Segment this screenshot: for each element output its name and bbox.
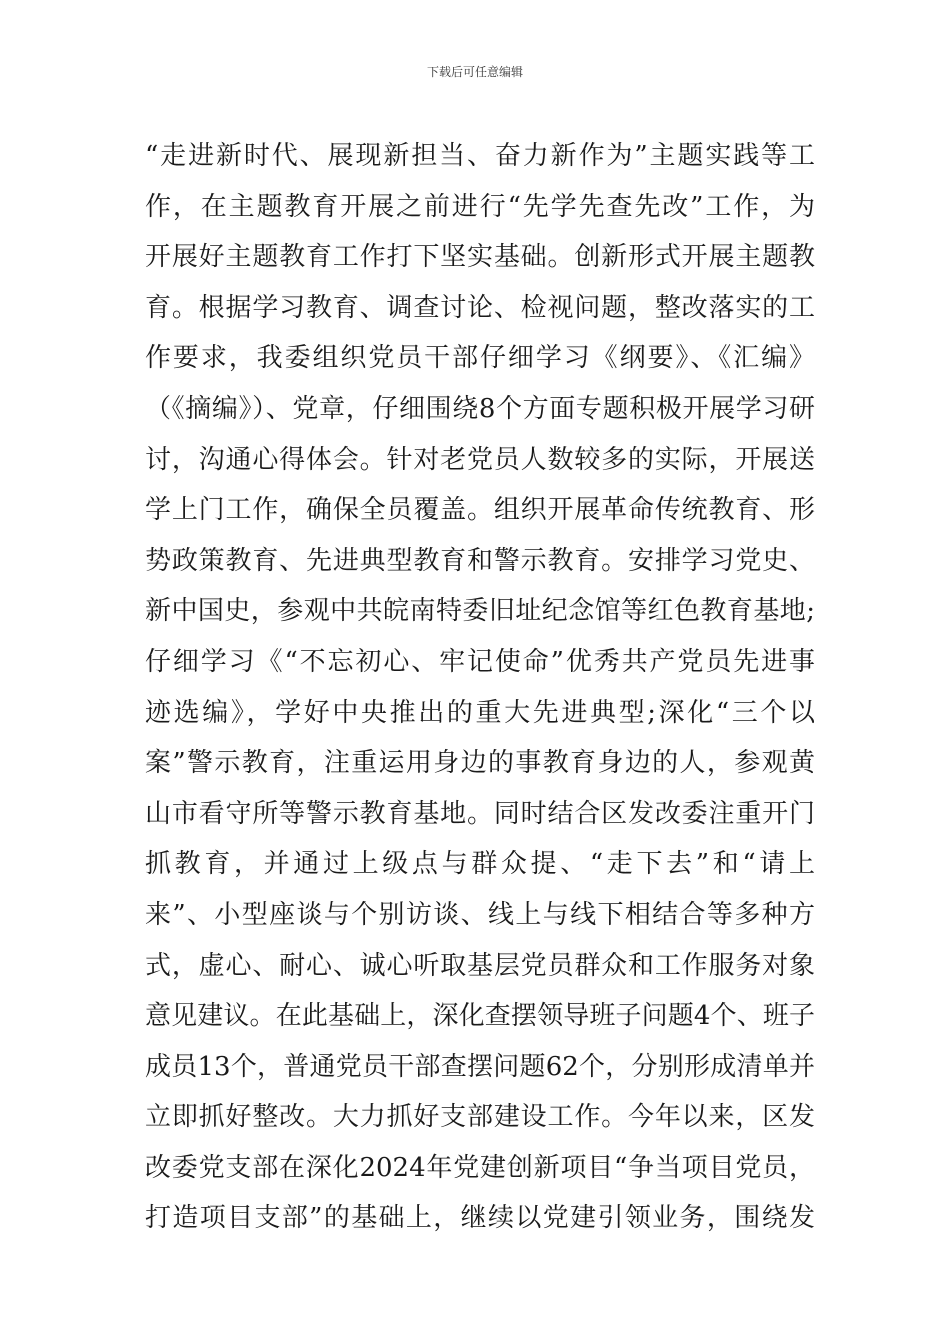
text-line: 案”警示教育，注重运用身边的事教育身边的人，参观黄 [145, 748, 815, 779]
text-line: 新中国史，参观中共皖南特委旧址纪念馆等红色教育基地; [145, 596, 815, 627]
text-line: 立即抓好整改。大力抓好支部建设工作。今年以来，区发 [145, 1102, 815, 1133]
text-line: 作要求，我委组织党员干部仔细学习《纲要》、《汇编》 [145, 343, 815, 374]
text-line: 来”、小型座谈与个别访谈、线上与线下相结合等多种方 [145, 899, 815, 930]
text-line: 迹选编》，学好中央推出的重大先进典型;深化“三个以 [145, 697, 815, 728]
page-header: 下载后可任意编辑 [426, 65, 523, 79]
text-line: 成员13个，普通党员干部查摆问题62个，分别形成清单并 [145, 1051, 815, 1082]
document-body [145, 131, 815, 1244]
text-line: 改委党支部在深化2024年党建创新项目“争当项目党员， [145, 1152, 815, 1183]
text-line: 学上门工作，确保全员覆盖。组织开展革命传统教育、形 [145, 495, 815, 526]
text-line: 式，虚心、耐心、诚心听取基层党员群众和工作服务对象 [145, 950, 815, 981]
text-line: 意见建议。在此基础上，深化查摆领导班子问题4个、班子 [145, 1001, 815, 1032]
text-line: 作，在主题教育开展之前进行“先学先查先改”工作，为 [145, 191, 815, 222]
text-line: 开展好主题教育工作打下坚实基础。创新形式开展主题教 [145, 242, 815, 273]
text-line: 打造项目支部”的基础上，继续以党建引领业务，围绕发 [145, 1203, 815, 1234]
text-line: 育。根据学习教育、调查讨论、检视问题，整改落实的工 [145, 292, 815, 323]
text-line: 讨，沟通心得体会。针对老党员人数较多的实际，开展送 [145, 444, 815, 475]
text-line: 势政策教育、先进典型教育和警示教育。安排学习党史、 [145, 545, 815, 576]
text-line: 仔细学习《“不忘初心、牢记使命”优秀共产党员先进事 [145, 646, 815, 677]
text-line: （《摘编》）、党章，仔细围绕8个方面专题积极开展学习研 [145, 393, 815, 424]
text-line: “走进新时代、展现新担当、奋力新作为”主题实践等工 [145, 141, 815, 171]
text-line: 山市看守所等警示教育基地。同时结合区发改委注重开门 [145, 798, 815, 829]
text-line: 抓教育，并通过上级点与群众提、“走下去”和“请上 [145, 849, 815, 880]
